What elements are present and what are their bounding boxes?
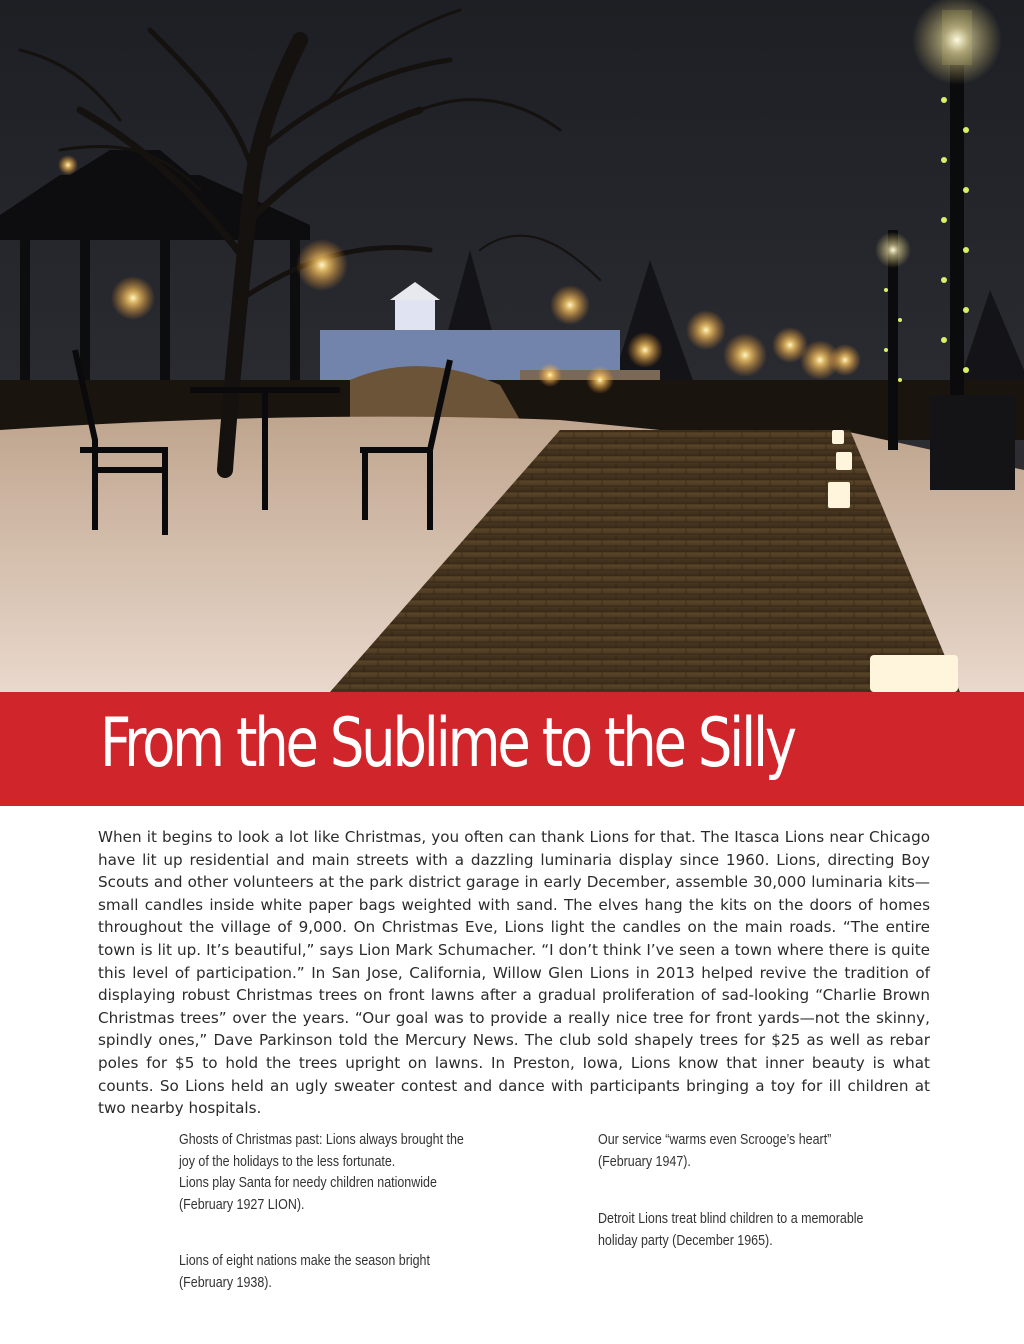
article-title: From the Sublime to the Silly <box>100 704 794 783</box>
caption-line: (February 1947). <box>598 1153 691 1170</box>
caption-line: Lions play Santa for needy children nationwide <box>179 1175 437 1191</box>
caption-line: Our service “warms even Scrooge’s heart” <box>598 1132 832 1148</box>
caption-scrooge <box>598 1130 831 1173</box>
caption-ghosts-of-christmas-past <box>179 1130 464 1216</box>
title-band <box>0 692 1024 806</box>
caption-line: (February 1927 LION). <box>179 1196 305 1213</box>
caption-line: (February 1938). <box>179 1274 272 1291</box>
caption-line: joy of the holidays to the less fortunate. <box>179 1153 396 1170</box>
article-body: When it begins to look a lot like Christmas, you often can thank Lions for that. The Itasca Lions near Chicago have lit up residential and main streets with a dazzling luminaria display since 1960. Lions, directing Boy Scouts and other volunteers at the park district garage in early December, assemble 30,000 luminaria kits—small candles inside white paper bags weighted with sand. The elves hang the kits on the doors of homes throughout the village of 9,000. On Christmas Eve, Lions light the candles on the main roads. “The entire town is lit up. It’s beautiful,” says Lion Mark Schumacher. “I don’t think I’ve seen a town where there is quite this level of participation.” In San Jose, California, Willow Glen Lions in 2013 helped revive the tradition of displaying robust Christmas trees on front lawns after a gradual proliferation of sad-looking “Charlie Brown Christmas trees” over the years. “Our goal was to provide a really nice tree for front yards—not the skinny, spindly ones,” Dave Parkinson told the Mercury News. The club sold shapely trees for $25 as well as rebar poles for $5 to hold the trees upright on lawns. In Preston, Iowa, Lions know that inner beauty is what counts. So Lions held an ugly sweater contest and dance with participants bringing a toy for ill children at two nearby hospitals. <box>98 828 930 1118</box>
caption-line: Detroit Lions treat blind children to a memorable <box>598 1211 864 1227</box>
caption-line: holiday party (December 1965). <box>598 1232 773 1249</box>
caption-detroit-lions <box>598 1209 863 1252</box>
caption-line: Lions of eight nations make the season bright <box>179 1253 430 1269</box>
caption-eight-nations <box>179 1251 430 1294</box>
caption-line: Ghosts of Christmas past: Lions always brought the <box>179 1132 464 1148</box>
